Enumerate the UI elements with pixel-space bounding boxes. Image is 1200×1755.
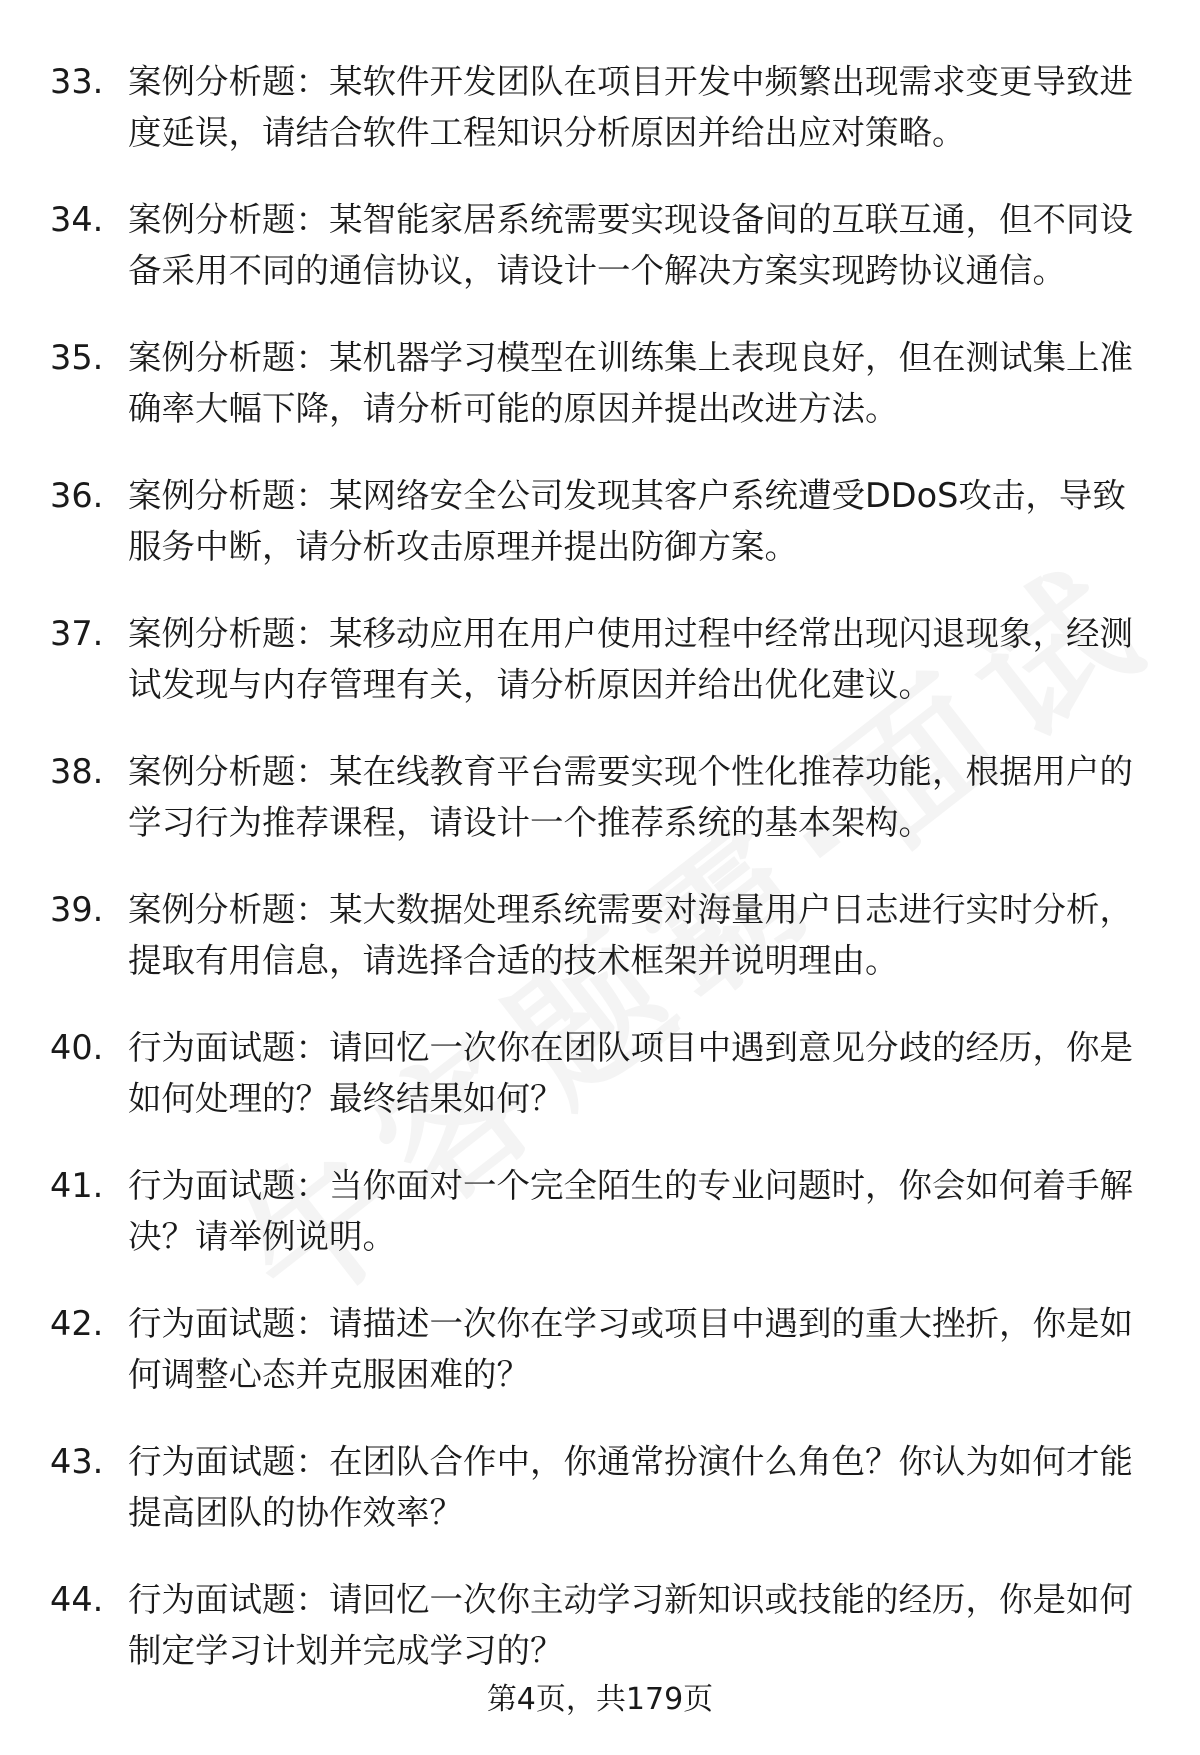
question-text: 案例分析题：某移动应用在用户使用过程中经常出现闪退现象，经测试发现与内存管理有关，请分析原因并给出优化建议。: [128, 614, 1133, 704]
question-text: 行为面试题：请回忆一次你在团队项目中遇到意见分歧的经历，你是如何处理的？最终结果如何？: [128, 1028, 1133, 1118]
question-list: [0, 56, 1200, 1712]
question-text: 案例分析题：某大数据处理系统需要对海量用户日志进行实时分析，提取有用信息，请选择合适的技术框架并说明理由。: [128, 890, 1133, 980]
question-text: 案例分析题：某机器学习模型在训练集上表现良好，但在测试集上准确率大幅下降，请分析可能的原因并提出改进方法。: [128, 338, 1133, 428]
question-number: 34.: [50, 200, 104, 239]
question-number: 44.: [50, 1580, 104, 1619]
question-item: [0, 884, 1200, 986]
question-text: 案例分析题：某网络安全公司发现其客户系统遭受DDoS攻击，导致服务中断，请分析攻击原理并提出防御方案。: [128, 476, 1126, 566]
question-item: [0, 1022, 1200, 1124]
question-number: 38.: [50, 752, 104, 791]
question-number: 37.: [50, 614, 104, 653]
question-item: [0, 1574, 1200, 1676]
question-text: 行为面试题：在团队合作中，你通常扮演什么角色？你认为如何才能提高团队的协作效率？: [128, 1442, 1133, 1532]
question-item: [0, 746, 1200, 848]
question-item: [0, 332, 1200, 434]
question-text: 案例分析题：某智能家居系统需要实现设备间的互联互通，但不同设备采用不同的通信协议，请设计一个解决方案实现跨协议通信。: [128, 200, 1133, 290]
question-item: [0, 194, 1200, 296]
question-number: 41.: [50, 1166, 104, 1205]
question-text: 行为面试题：当你面对一个完全陌生的专业问题时，你会如何着手解决？请举例说明。: [128, 1166, 1133, 1256]
question-number: 42.: [50, 1304, 104, 1343]
question-text: 案例分析题：某在线教育平台需要实现个性化推荐功能，根据用户的学习行为推荐课程，请设计一个推荐系统的基本架构。: [128, 752, 1133, 842]
page-footer: 第4页，共179页: [486, 1682, 714, 1717]
question-item: [0, 1160, 1200, 1262]
question-number: 40.: [50, 1028, 104, 1067]
question-number: 33.: [50, 62, 104, 101]
question-number: 36.: [50, 476, 104, 515]
question-item: [0, 1436, 1200, 1538]
question-number: 43.: [50, 1442, 104, 1481]
question-number: 39.: [50, 890, 104, 929]
question-item: [0, 1298, 1200, 1400]
question-item: [0, 470, 1200, 572]
question-text: 行为面试题：请描述一次你在学习或项目中遇到的重大挫折，你是如何调整心态并克服困难的？: [128, 1304, 1133, 1394]
question-text: 案例分析题：某软件开发团队在项目开发中频繁出现需求变更导致进度延误，请结合软件工程知识分析原因并给出应对策略。: [128, 62, 1133, 152]
question-number: 35.: [50, 338, 104, 377]
question-item: [0, 608, 1200, 710]
question-item: [0, 56, 1200, 158]
question-text: 行为面试题：请回忆一次你主动学习新知识或技能的经历，你是如何制定学习计划并完成学习的？: [128, 1580, 1133, 1670]
